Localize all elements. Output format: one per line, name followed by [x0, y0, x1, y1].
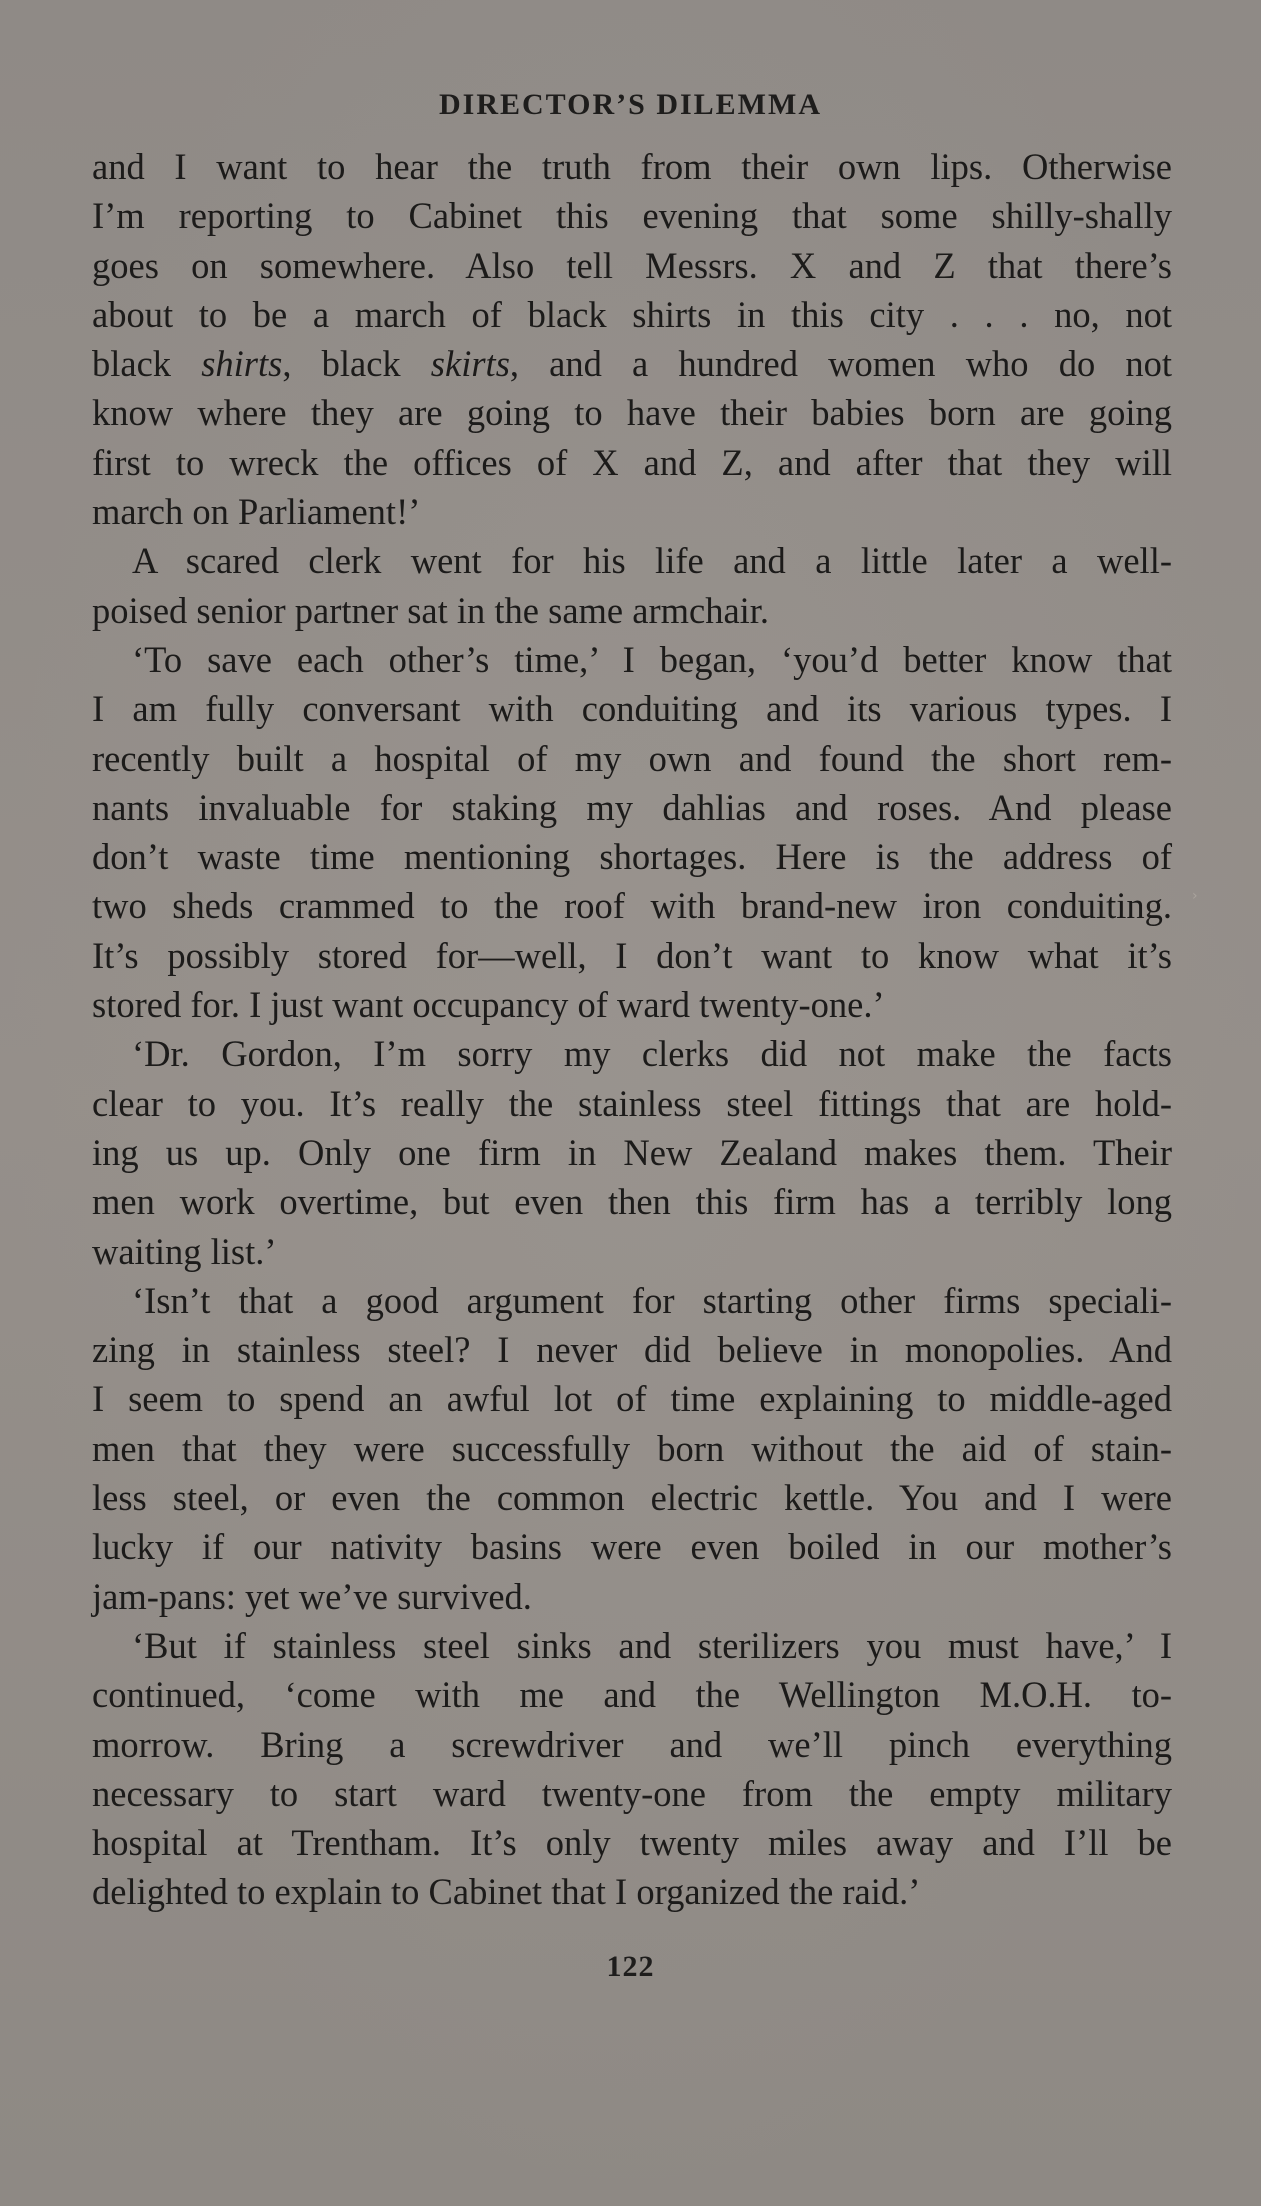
text-line: ‘But if stainless steel sinks and sterilizers you must have,’ I — [132, 1624, 1172, 1666]
text-line: march on Parliament!’ — [92, 491, 421, 533]
text-line: lucky if our nativity basins were even boiled in our mother’s — [92, 1526, 1172, 1568]
margin-mark: › — [1192, 888, 1198, 904]
text-line: waiting list.’ — [92, 1230, 277, 1272]
text-line: ‘To save each other’s time,’ I began, ‘you’d better know that — [132, 638, 1172, 680]
text-line: less steel, or even the common electric kettle. You and I were — [92, 1477, 1172, 1519]
text-line: know where they are going to have their babies born are going — [92, 392, 1172, 434]
text-line: first to wreck the offices of X and Z, and after that they will — [92, 441, 1172, 483]
text-line: recently built a hospital of my own and found the short rem- — [92, 737, 1172, 779]
text-line: necessary to start ward twenty-one from the empty military — [92, 1772, 1172, 1814]
text-line: stored for. I just want occupancy of ward twenty-one.’ — [92, 984, 885, 1026]
text-line: I seem to spend an awful lot of time explaining to middle-aged — [92, 1378, 1172, 1420]
text-line: A scared clerk went for his life and a little later a well- — [132, 540, 1172, 582]
text-line: goes on somewhere. Also tell Messrs. X and Z that there’s — [92, 244, 1172, 286]
text-line: I am fully conversant with conduiting and its various types. I — [92, 688, 1172, 730]
page-number: 122 — [606, 1950, 655, 1983]
text-line: morrow. Bring a screwdriver and we’ll pinch everything — [92, 1723, 1172, 1765]
text-line: zing in stainless steel? I never did believe in monopolies. And — [92, 1329, 1172, 1371]
text-line: delighted to explain to Cabinet that I organized the raid.’ — [92, 1871, 921, 1913]
text-line: men that they were successfully born without the aid of stain- — [92, 1427, 1172, 1469]
italic-word: shirts — [201, 343, 283, 385]
text-line: two sheds crammed to the roof with brand-new iron conduiting. — [92, 885, 1172, 927]
text-line: nants invaluable for staking my dahlias and roses. And please — [92, 786, 1172, 828]
text-line: black shirts, black skirts, and a hundred women who do not — [92, 343, 1172, 385]
text-line: men work overtime, but even then this firm has a terribly long — [92, 1181, 1172, 1223]
text-line: It’s possibly stored for—well, I don’t want to know what it’s — [92, 934, 1172, 976]
body-text — [92, 142, 1172, 1917]
running-head: DIRECTOR’S DILEMMA — [439, 88, 822, 121]
text-line: I’m reporting to Cabinet this evening that some shilly-shally — [92, 195, 1172, 237]
text-line: clear to you. It’s really the stainless steel fittings that are hold- — [92, 1082, 1172, 1124]
text-line: ing us up. Only one firm in New Zealand makes them. Their — [92, 1131, 1172, 1173]
text-line: ‘Isn’t that a good argument for starting other firms speciali- — [132, 1279, 1172, 1321]
text-line: poised senior partner sat in the same armchair. — [92, 589, 770, 631]
text-line: and I want to hear the truth from their own lips. Otherwise — [92, 146, 1172, 187]
italic-word: skirts — [430, 343, 510, 385]
text-line: hospital at Trentham. It’s only twenty miles away and I’ll be — [92, 1822, 1172, 1864]
text-line: don’t waste time mentioning shortages. Here is the address of — [92, 836, 1172, 878]
text-line: ‘Dr. Gordon, I’m sorry my clerks did not make the facts — [132, 1033, 1172, 1075]
text-line: continued, ‘come with me and the Wellington M.O.H. to- — [92, 1674, 1172, 1716]
text-line: about to be a march of black shirts in this city . . . no, not — [92, 293, 1172, 335]
text-line: jam-pans: yet we’ve survived. — [92, 1575, 532, 1617]
